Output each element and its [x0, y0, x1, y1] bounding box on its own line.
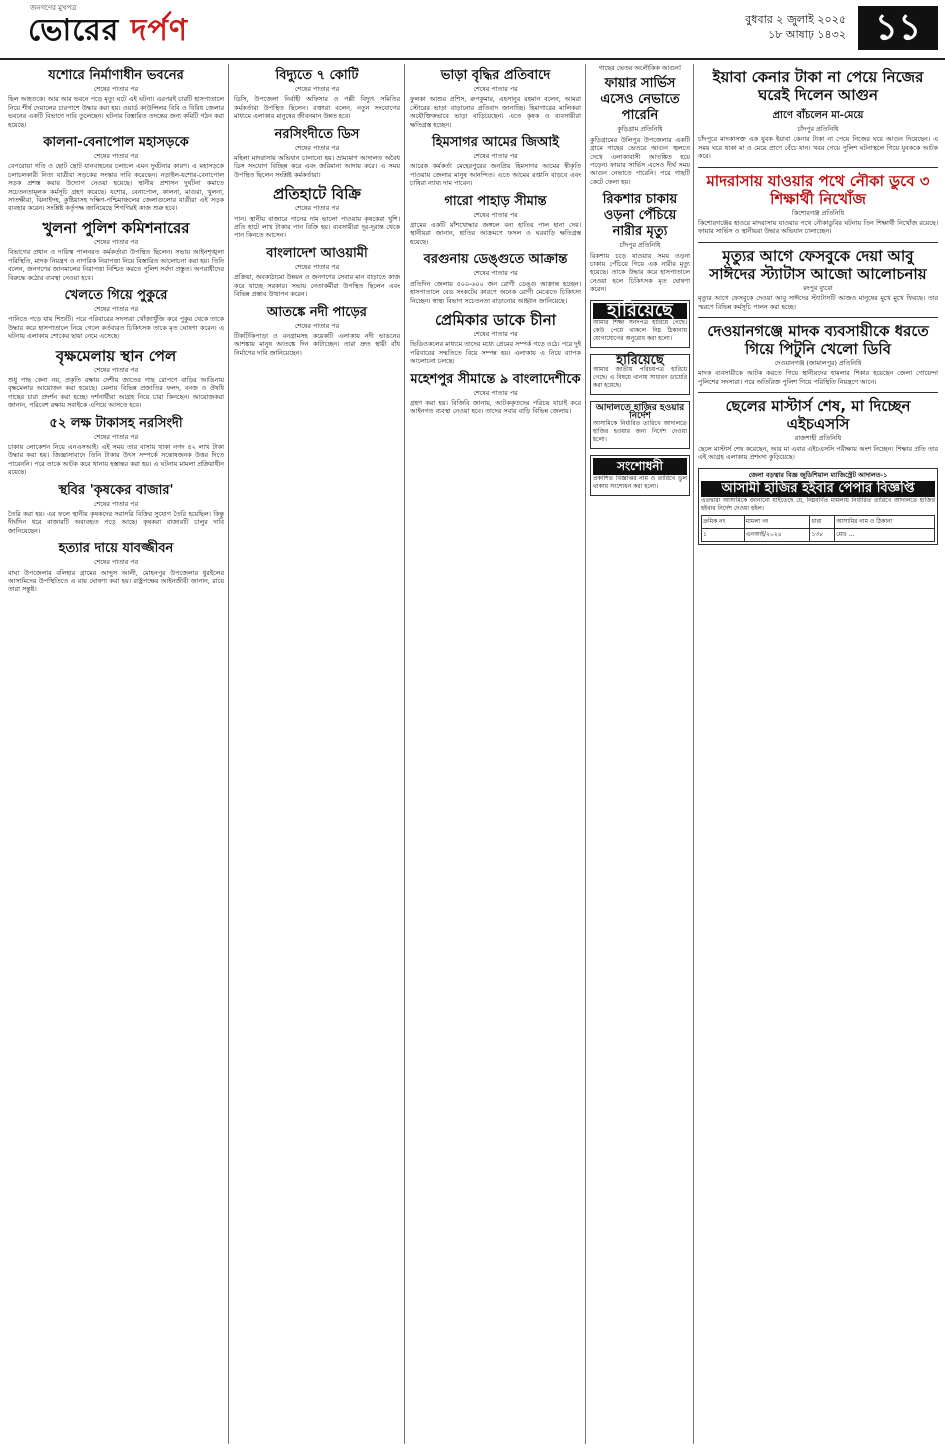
article: [698, 322, 938, 386]
article: [8, 347, 224, 410]
article-body: চাঁদপুরে মাদকাসক্ত এক যুবক ইয়াবা কেনার টাকা না পেয়ে নিজের ঘরে আগুন দিয়েছেন। এ সময় ঘরে থাকা মা ও মেয়ে প্রাণে বেঁচে যান। খবর পেয়ে পুলিশ ঘটনাস্থলে গিয়ে যুবককে আটক করে।: [698, 135, 938, 161]
column-divider: [693, 64, 694, 1444]
notice-body: প্রকাশিত বিজ্ঞপ্তির নাম ও তারিখে ভুল থাকায় সংশোধন করা হলো।: [593, 474, 687, 490]
article-headline: কালনা-বেনাপোল মহাসড়কে: [43, 135, 189, 151]
article: [8, 219, 224, 282]
article-body: গ্রহণ করা হয়। বিজিবি জানায়, আটককৃতদের পরিচয় যাচাই করে আইনগত ব্যবস্থা নেওয়া হবে। তাদের সবার বাড়ি বিভিন্ন জেলায়।: [410, 398, 581, 416]
column-5: [698, 64, 938, 1444]
article-body: বেপরোয়া গতি ও ছোট ছোট যানবাহনের চলাচল এমন দুর্ঘটনার কারণ। এ মহাসড়কে চলাচলকারী নিত্য যাত্রীরা সড়কের সংস্কার দাবি করেছেন। নড়াইল-যশোর-বেনাপোল সড়ক প্রশস্ত করার উদ্যোগ নেওয়া হয়েছে। স্থানীয় প্রশাসন দুর্ঘটনা কমাতে সচেতনতামূলক কর্মসূচি গ্রহণ করেছে। যশোর, বেনাপোল, কালনা, মাগুরা, খুলনা, সাতক্ষীরা, ঝিনাইদহ, কুষ্টিয়াসহ দক্ষিণ-পশ্চিমাঞ্চলের জেলাগুলোর যাত্রীরা এই সড়ক ব্যবহার করেন। সংশ্লিষ্ট কর্তৃপক্ষ জানিয়েছে শিগগিরই কাজ শুরু হবে।: [8, 162, 224, 213]
article: [410, 194, 581, 247]
article: [698, 172, 938, 236]
column-3: [410, 64, 581, 1444]
article-headline: রিকশার চাকায় ওড়না পেঁচিয়ে নারীর মৃত্যু: [602, 192, 678, 240]
article-continuation: শেষের পাতার পর: [473, 210, 518, 219]
article: [698, 247, 938, 311]
date-gregorian: বুধবার ২ জুলাই ২০২৫: [745, 13, 846, 26]
article: [8, 541, 224, 594]
article-body: তৈরি করা হয়। এর ফলে স্থানীয় কৃষকদের সরাসরি বিক্রির সুযোগ তৈরি হয়েছিল। কিন্তু দীর্ঘদিন ধরে বাজারটি অব্যবহৃত পড়ে আছে। কৃষকরা বাজারটি চালুর দাবি জানিয়েছেন।: [8, 510, 224, 535]
article-headline: বৃক্ষমেলায় স্থান পেল: [55, 346, 177, 365]
article-headline: বরগুনায় ডেঙ্গুতে আক্রান্ত: [423, 252, 568, 268]
article-headline: হিমসাগর আমের জিআই: [432, 135, 559, 151]
article: [590, 192, 690, 293]
article-headline: মাদরাসায় যাওয়ার পথে নৌকা ডুবে ৩ শিক্ষার্থী নিখোঁজ: [706, 171, 930, 208]
article-continuation: শেষের পাতার পর: [473, 85, 518, 93]
lost-notice: [590, 354, 690, 394]
notice-body: আমার শিক্ষা সনদপত্র হারিয়ে গেছে। কেউ পেয়ে থাকলে নিম্ন ঠিকানায় যোগাযোগের অনুরোধ করা হলো।: [593, 319, 687, 343]
article-body: মৃত্যুর আগে ফেসবুকে দেওয়া আবু সাঈদের স্ট্যাটাসটি আজও মানুষের মুখে মুখে ফিরছে। তার স্মরণে বিভিন্ন কর্মসূচি পালন করা হচ্ছে।: [698, 294, 938, 311]
article-continuation: শেষের পাতার পর: [93, 432, 139, 441]
lost-notice: [590, 300, 690, 348]
article-body: ছেলে মাস্টার্স শেষ করেছেন, আর মা এবার এইচএসসি পরীক্ষায় অংশ নিচ্ছেন। শিক্ষার প্রতি তার এই আগ্রহ এলাকায় প্রশংসা কুড়িয়েছে।: [698, 444, 938, 462]
tagline: জনগণের মুখপত্র: [30, 4, 77, 12]
table-cell: ধারা: [810, 516, 835, 529]
article-headline: ৫২ লক্ষ টাকাসহ নরসিংদী: [49, 415, 183, 431]
article-headline: যশোরে নির্মাণাধীন ভবনের: [48, 68, 184, 83]
article-subheadline: প্রাণে বাঁচলেন মা-মেয়ে: [772, 110, 864, 121]
article-continuation: শেষের পাতার পর: [93, 237, 139, 246]
logo-part1: ভোরের: [28, 13, 120, 48]
article-headline: মৃত্যুর আগে ফেসবুকে দেয়া আবু সাঈদের স্ট্যাটাস আজো আলোচনায়: [709, 246, 927, 283]
masthead: [0, 0, 945, 60]
article-body: মহিলা মাদরাসায় অভিযান চালানো হয়। ভ্রাম্যমাণ আদালত অবৈধ ডিস সংযোগ বিচ্ছিন্ন করে এবং জরিমানা আদায় করে। এ সময় উপস্থিত ছিলেন সংশ্লিষ্ট কর্মকর্তারা।: [234, 154, 400, 179]
article-body: শুধু গাছ কেনা নয়, প্রকৃতি রক্ষায় দেশীয় জাতের গাছ রোপণে বাড়ির আঙিনায় বৃক্ষমেলার আয়োজন করা হয়েছে। মেলায় বিভিন্ন প্রজাতির ফলদ, বনজ ও ঔষধি গাছের চারা প্রদর্শন করা হচ্ছে। দর্শনার্থীরা আগ্রহ নিয়ে চারা কিনছেন। আয়োজকরা জানান, পরিবেশ রক্ষায় সবাইকে এগিয়ে আসতে হবে।: [8, 375, 224, 410]
article-headline: ছেলের মাস্টার্স শেষ, মা দিচ্ছেন এইচএসসি: [725, 397, 911, 434]
column-divider: [404, 64, 405, 1444]
table-cell: আসামির নাম ও ঠিকানা: [835, 516, 935, 529]
article-body: প্রতিদিন জেলায় ৫০০-৬০০ জন রোগী ডেঙ্গু আক্রান্ত হচ্ছেন। হাসপাতালে বেড সংকটের কারণে অনেক রোগী মেঝেতে চিকিৎসা নিচ্ছেন। স্বাস্থ্য বিভাগ সচেতনতা বাড়ানোর আহ্বান জানিয়েছে।: [410, 279, 581, 305]
article-body: কিশোরগঞ্জের হাওরে মাদরাসায় যাওয়ার পথে নৌকাডুবির ঘটনায় তিন শিক্ষার্থী নিখোঁজ রয়েছে। ফায়ার সার্ভিস ও স্থানীয়রা উদ্ধার অভিযান চালাচ্ছেন।: [698, 219, 938, 236]
article-headline: ফায়ার সার্ভিস এসেও নেভাতে পারেনি: [600, 76, 680, 124]
article-headline: খুলনা পুলিশ কমিশনারের: [42, 218, 190, 237]
table-row: [702, 516, 935, 529]
article: [698, 397, 938, 461]
article-headline: বিদ্যুতে ৭ কোটি: [275, 68, 359, 83]
article-continuation: শেষের পাতার পর: [93, 365, 139, 374]
divider: [698, 242, 938, 243]
notice-title: আদালতে হাজির হওয়ার নির্দেশ: [595, 402, 685, 421]
article: [698, 68, 938, 161]
article-continuation: শেষের পাতার পর: [294, 204, 340, 213]
article-headline: মহেশপুর সীমান্তে ৯ বাংলাদেশীকে: [410, 371, 581, 387]
logo-part2: দর্পণ: [119, 13, 189, 48]
notice-title: হারিয়েছে: [616, 353, 664, 369]
article-body: বাঘা উপজেলার বলিহার গ্রামের আব্দুস আলী, মোহনপুর উপজেলার ধুরইলের আসামিদের উপস্থিতিতে এ রায় ঘোষণা করা হয়। রাষ্ট্রপক্ষের আইনজীবী জানান, রায়ে তারা সন্তুষ্ট।: [8, 568, 224, 594]
article-body: কুড়িগ্রামের উলিপুর উপজেলার একটি গ্রামে গাছের ভেতরে আগুন জ্বলতে দেখে এলাকাবাসী আতঙ্কিত হয়ে পড়েন। ফায়ার সার্ভিস এসেও দীর্ঘ সময় আগুন নেভাতে পারেনি। পরে গাছটি কেটে ফেলা হয়।: [590, 135, 690, 186]
article-body: টিকটিকিপাড়া ও বনগ্রামসহ কয়েকটি এলাকায় নদী ভাঙনের আশঙ্কায় মানুষ আতঙ্কে দিন কাটাচ্ছেন। তারা দ্রুত স্থায়ী বাঁধ নির্মাণের দাবি জানিয়েছেন।: [234, 331, 400, 357]
article-continuation: শেষের পাতার পর: [93, 499, 139, 508]
newspaper-logo: [28, 6, 188, 57]
article-headline: হত্যার দায়ে যাবজ্জীবন: [58, 541, 174, 557]
article-body: চাকায় লোকেশন নিয়ে এনএসআই। এই সময় তার বাসায় থাকা নগদ ৫২ লাখ টাকা উদ্ধার করা হয়। জিজ্ঞাসাবাদে তিনি টাকার উৎস সম্পর্কে সন্তোষজনক উত্তর দিতে পারেননি। পরে তাকে আটক করে থানায় হস্তান্তর করা হয়। এ ঘটনায় মামলা প্রক্রিয়াধীন রয়েছে।: [8, 442, 224, 477]
article-continuation: শেষের পাতার পর: [294, 85, 340, 93]
article-byline: চাঁদপুর প্রতিনিধি: [619, 241, 661, 250]
article: [410, 135, 581, 188]
article-headline: খেলতে গিয়ে পুকুরে: [64, 287, 168, 303]
article: [234, 185, 400, 240]
notice-body: আসামিকে নির্ধারিত তারিখে আদালতে হাজির হওয়ার জন্য নির্দেশ দেওয়া হলো।: [593, 420, 687, 444]
column-divider: [228, 64, 229, 1444]
notice-body: আমার জাতীয় পরিচয়পত্র হারিয়ে গেছে। এ বিষয়ে থানায় সাধারণ ডায়েরি করা হয়েছে।: [593, 365, 687, 389]
article-body: মাদক ব্যবসায়ীকে আটক করতে গিয়ে স্থানীয়দের হামলার শিকার হয়েছেন জেলা গোয়েন্দা পুলিশের সদস্যরা। পরে অতিরিক্ত পুলিশ গিয়ে পরিস্থিতি নিয়ন্ত্রণে আনে।: [698, 369, 938, 386]
court-notice: [590, 401, 690, 450]
article-continuation: শেষের পাতার পর: [93, 85, 139, 93]
table-cell: মামলা নং: [744, 516, 810, 529]
article-byline: কিশোরগঞ্জ প্রতিনিধি: [791, 208, 845, 217]
article-continuation: শেষের পাতার পর: [294, 143, 340, 152]
article-body: বিভাগের প্রধান ও দায়িত্ব পালনরত কর্মকর্তারা উপস্থিত ছিলেন। সভায় আইনশৃঙ্খলা পরিস্থিতি, মাদক নিয়ন্ত্রণ ও নাগরিক নিরাপত্তা নিয়ে বিস্তারিত আলোচনা করা হয়। তিনি বলেন, জনগণের জানমালের নিরাপত্তা নিশ্চিত করতে পুলিশ সর্বদা প্রস্তুত। অপরাধীদের বিরুদ্ধে কঠোর ব্যবস্থা নেওয়া হবে।: [8, 248, 224, 282]
article-headline: দেওয়ানগঞ্জে মাদক ব্যবসায়ীকে ধরতে গিয়ে পিটুনি খেলো ডিবি: [707, 322, 929, 359]
article-byline: কুড়িগ্রাম প্রতিনিধি: [617, 125, 663, 134]
article-body: ভিডিওকলের মাধ্যমে তাদের মধ্যে প্রেমের সম্পর্ক গড়ে ওঠে। পরে দুই পরিবারের সম্মতিতে বিয়ে সম্পন্ন হয়। এলাকায় এ নিয়ে ব্যাপক আলোচনা চলছে।: [410, 340, 581, 366]
article-byline: রাজশাহী প্রতিনিধি: [794, 434, 842, 443]
article-headline: স্থবির 'কৃষকের বাজার': [58, 482, 174, 498]
notice-title: আসামী হাজির হইবার পেপার বিজ্ঞপ্তি: [701, 481, 935, 497]
article-body: পানিতে পড়ে যায় শিশুটি। পরে পরিবারের সদস্যরা খোঁজাখুঁজি করে পুকুর থেকে তাকে উদ্ধার করে হাসপাতালে নিয়ে গেলে কর্তব্যরত চিকিৎসক তাকে মৃত ঘোষণা করেন। এ ঘটনায় এলাকায় শোকের ছায়া নেমে এসেছে।: [8, 315, 224, 341]
article: [8, 416, 224, 477]
article-body: ফুলকা আশুর প্রশিস, রুপকুমার, এহসানুর রহমান বলেন, আমরা স্টোরের ভাড়া বাড়ানোর প্রতিবাদ জানাচ্ছি। হিমাগারের মালিকরা অযৌক্তিকভাবে ভাড়া বাড়িয়েছেন। এতে কৃষক ও ব্যবসায়ীরা ক্ষতিগ্রস্ত হচ্ছেন।: [410, 95, 581, 129]
article-body: পান। স্থানীয় বাজারে পানের দাম ভালো পাওয়ায় কৃষকেরা খুশি। প্রতি হাটে লাখ টাকার পান বিক্রি হয়। ব্যবসায়ীরা দূর-দূরান্ত থেকে পান কিনতে আসেন।: [234, 214, 400, 240]
divider: [698, 392, 938, 393]
article: [410, 252, 581, 305]
article: [410, 68, 581, 129]
article-kicker: গাছের ভেতর অলৌকিক আগুন!: [598, 64, 682, 72]
divider: [698, 317, 938, 318]
article-body: প্রক্রিয়া, অবকাঠামো উন্নয়ন ও জনগণের সেবার মান বাড়াতে কাজ করে যাচ্ছে সরকার। সভায় নেতাকর্মীরা উপস্থিত ছিলেন এবং বিভিন্ন প্রস্তাব উত্থাপন করেন।: [234, 273, 400, 299]
article: [234, 246, 400, 299]
page-number: ১১: [858, 6, 938, 50]
article-body: ডিসি, উপজেলা নির্বাহী অফিসার ও পল্লী বিদ্যুৎ সমিতির কর্মকর্তারা উপস্থিত ছিলেন। বক্তারা বলেন, নতুন সংযোগের মাধ্যমে এলাকার মানুষের জীবনমান উন্নত হবে।: [234, 95, 400, 121]
article-headline: ভাড়া বৃদ্ধির প্রতিবাদে: [440, 68, 551, 83]
article: [234, 68, 400, 121]
notice-table: [701, 515, 935, 542]
article: [8, 68, 224, 129]
table-cell: ১: [702, 529, 745, 542]
column-1: [8, 64, 224, 1444]
column-divider: [585, 64, 586, 1444]
article-byline: রংপুর ব্যুরো: [803, 283, 833, 292]
notice-title: হারিয়েছে: [593, 303, 687, 319]
article: [8, 483, 224, 536]
article: [234, 127, 400, 180]
column-4: [590, 64, 690, 1444]
article-body: গ্রামের একটি মাঁশখোদ্ধার জঙ্গলে বন্য হাতির পাল হানা দেয়। স্থানীয়রা জানান, হাতির আক্রমণে ফসল ও ঘরবাড়ি ক্ষতিগ্রস্ত হয়েছে।: [410, 221, 581, 246]
date-bangla: ১৮ আষাঢ় ১৪৩২: [768, 28, 846, 41]
table-cell: মোঃ ...: [835, 529, 935, 542]
court-name: জেলা বড়ত্বার বিজ্ঞ জুডিশিয়াল ম্যাজিস্ট্রেট আদালত-১: [748, 470, 888, 479]
article-continuation: শেষের পাতার পর: [93, 152, 139, 161]
article: [8, 135, 224, 213]
table-cell: ক্রমিক নং: [702, 516, 745, 529]
correction-notice: [590, 455, 690, 495]
article-byline: দেওয়ানগঞ্জ (জামালপুর) প্রতিনিধি: [774, 359, 862, 368]
article-headline: বাংলাদেশ আওয়ামী: [266, 245, 368, 261]
article: [410, 372, 581, 416]
notice-body: এতদ্বারা আসামিকে জানানো যাইতেছে যে, নিম্নবর্ণিত মামলায় নির্ধারিত তারিখে আদালতে হাজির হইবার নির্দেশ দেওয়া হইল।: [701, 497, 935, 513]
article-headline: প্রতিহাটে বিক্রি: [273, 185, 361, 204]
article-headline: গারো পাহাড় সীমান্ত: [444, 193, 547, 209]
article-continuation: শেষের পাতার পর: [473, 269, 518, 278]
article-continuation: শেষের পাতার পর: [473, 152, 518, 161]
article-body: আরেক কর্মকর্তা মেহেরপুরের জনপ্রিয় হিমসাগর আমের স্বীকৃতি পাওয়ায় জেলার মানুষ আনন্দিত। এতে আমের রপ্তানি বাড়বে এবং চাষিরা ন্যায্য দাম পাবেন।: [410, 162, 581, 188]
article: [8, 288, 224, 341]
date-box: [706, 12, 846, 42]
article-continuation: শেষের পাতার পর: [93, 558, 139, 567]
article-byline: চাঁদপুর প্রতিনিধি: [797, 125, 839, 133]
table-cell: এনআই/২০২৫: [744, 529, 810, 542]
article: [410, 311, 581, 366]
article-body: ছিল আহতকে। আর আর ভবনে পড়ে মৃত্যু ঘটে এই ঘটনা। এরপরই চারটি হাসপাতালে নিয়ে শীর্ষ দেয়ালের চারপাশে উদ্ধার করা হয়। ওয়ার্ড কাউন্সিলর বিবি ও বিবিধ জেলার ভবনের একটি বিভাগে দাবি তুলেছেন। ঘটনার বিস্তারিত তদন্তের জন্য কমিটি গঠন করা হয়েছে।: [8, 95, 224, 129]
divider: [698, 167, 938, 168]
column-2: [234, 64, 400, 1444]
notice-title: সংশোধনী: [593, 458, 687, 474]
table-row: [702, 529, 935, 542]
article-headline: আতঙ্কে নদী পাড়ের: [267, 304, 367, 320]
article: [234, 305, 400, 358]
article-headline: নরসিংদীতে ডিস: [274, 126, 360, 142]
article-headline: ইয়াবা কেনার টাকা না পেয়ে নিজের ঘরেই দিলেন আগুন: [712, 68, 924, 104]
article-continuation: শেষের পাতার পর: [294, 321, 340, 330]
article-body: রিকশায় চড়ে যাওয়ার সময় ওড়না চাকায় পেঁচিয়ে গিয়ে এক নারীর মৃত্যু হয়েছে। তাকে উদ্ধার করে হাসপাতালে নেওয়া হলে চিকিৎসক মৃত ঘোষণা করেন।: [590, 251, 690, 294]
article-continuation: শেষের পাতার পর: [473, 388, 518, 397]
article-continuation: শেষের পাতার পর: [473, 329, 518, 338]
article-continuation: শেষের পাতার পর: [294, 262, 340, 271]
article: [590, 64, 690, 186]
article-continuation: শেষের পাতার পর: [93, 304, 139, 313]
table-cell: ১৩৮: [810, 529, 835, 542]
court-paper-notice: [698, 468, 938, 546]
article-headline: প্রেমিকার ডাকে চীনা: [434, 310, 557, 329]
